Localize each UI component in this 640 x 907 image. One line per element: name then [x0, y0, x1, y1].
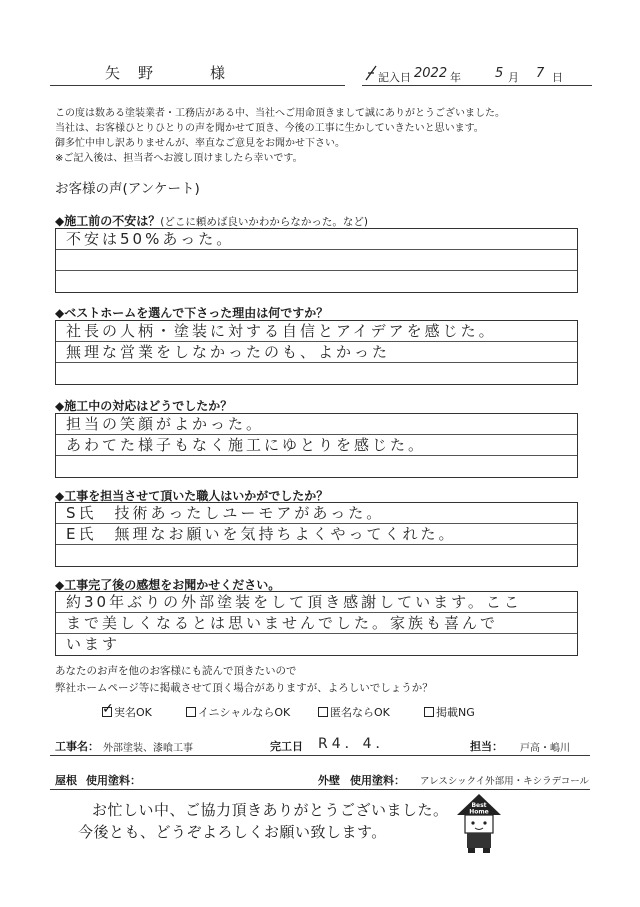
answer-line: います: [66, 635, 121, 653]
answer-line: 不安は50%あった。: [56, 229, 577, 250]
answer-line: 無理な営業をしなかったのも、よかった: [56, 342, 577, 363]
date-underline: [362, 85, 592, 86]
customer-name: 矢野: [105, 64, 172, 82]
question-label: ◆工事を担当させて頂いた職人はいかがでしたか？: [55, 489, 329, 503]
question-label: ◆施工前の不安は？: [55, 214, 161, 228]
staff-value: 戸高・嶋川: [520, 743, 570, 754]
answer-line-empty: [56, 545, 577, 566]
consent-option-anonymous[interactable]: [318, 704, 390, 720]
answer-box-4: [55, 502, 578, 567]
consent-option-real-name[interactable]: [102, 704, 152, 720]
consent-checkbox[interactable]: [102, 707, 112, 717]
date-year-unit: 年: [450, 71, 461, 84]
roof-usage-label: 使用塗料：: [86, 774, 141, 787]
intro-line: 当社は、お客様ひとりひとりの声を聞かせて頂き、今後の工事に生かしていきたいと思います。: [55, 123, 484, 134]
consent-option-no-publish[interactable]: [424, 704, 475, 720]
consent-option-label: 匿名ならOK: [330, 706, 390, 719]
answer-line-empty: [56, 456, 577, 477]
wall-usage-label: 使用塗料：: [350, 774, 405, 787]
answer-line-empty: [56, 250, 577, 271]
answer-line-empty: [56, 271, 577, 292]
answer-line: S氏 技術あったしユーモアがあった。: [56, 503, 577, 524]
intro-line: この度は数ある塗装業者・工務店がある中、当社へご用命頂きまして誠にありがとうございました。: [55, 108, 505, 119]
work-name-value: 外部塗装、漆喰工事: [103, 743, 193, 754]
consent-line: あなたのお声を他のお客様にも読んで頂きたいので: [55, 665, 297, 677]
logo-text-line-2: Home: [469, 808, 489, 816]
work-underline: [50, 755, 590, 756]
consent-option-label: 掲載NG: [436, 706, 475, 719]
answer-box-2: [55, 320, 578, 385]
consent-option-initials[interactable]: [186, 704, 290, 720]
answer-line: あわてた様子もなく施工にゆとりを感じた。: [56, 435, 577, 456]
logo-text-line-1: Best: [471, 802, 487, 809]
roof-label: 屋根: [55, 774, 77, 787]
consent-line: 弊社ホームページ等に掲載させて頂く場合がありますが、よろしいでしょうか？: [55, 682, 433, 694]
consent-option-label: 実名OK: [114, 706, 152, 719]
answer-box-1: [55, 228, 578, 293]
question-label: ◆工事完了後の感想をお聞かせください。: [55, 578, 281, 592]
answer-line-empty: [56, 363, 577, 384]
answer-box-5: [55, 591, 578, 656]
consent-option-label: イニシャルならOK: [198, 706, 291, 719]
question-3: [55, 395, 232, 414]
question-label: ◆ベストホームを選んで下さった理由は何ですか？: [55, 306, 329, 320]
answer-line: 担当の笑顔がよかった。: [56, 414, 577, 435]
intro-line: 御多忙中申し訳ありませんが、率直なご意見をお聞かせ下さい。: [55, 138, 345, 149]
answer-line: E氏 無理なお願いを気持ちよくやってくれた。: [56, 524, 577, 545]
consent-checkbox[interactable]: [318, 707, 328, 717]
best-home-logo-icon: [456, 793, 502, 855]
date-day-unit: 日: [552, 71, 563, 84]
date-year: 2022: [414, 66, 448, 81]
name-underline: [50, 85, 345, 86]
answer-line: 社長の人柄・塗装に対する自信とアイデアを感じた。: [56, 321, 577, 342]
consent-checkbox[interactable]: [424, 707, 434, 717]
wall-paint-value: アレスシックイ外部用・キシラデコール: [420, 776, 590, 787]
date-label: 記入日: [378, 71, 411, 84]
work-name-label: 工事名：: [55, 740, 99, 753]
date-month: 5: [495, 66, 504, 81]
section-title: お客様の声(アンケート): [55, 181, 200, 197]
handwritten-mark-icon: [364, 64, 378, 82]
closing-line-1: お忙しい中、ご協力頂きありがとうございました。: [92, 801, 449, 819]
answer-line: 約30年ぶりの外部塗装をして頂き感謝しています。ここ: [56, 592, 577, 613]
answer-line: まで美しくなるとは思いませんでした。家族も喜んで: [56, 613, 577, 634]
intro-line: ※ご記入後は、担当者へお渡し頂けましたら幸いです。: [55, 153, 303, 164]
completion-label: 完工日: [270, 740, 303, 753]
question-hint: (どこに頼めば良いかわからなかった。など): [160, 216, 368, 228]
customer-honorific: 様: [210, 64, 226, 82]
consent-checkbox[interactable]: [186, 707, 196, 717]
completion-value: R4．4．: [318, 736, 394, 752]
question-label: ◆施工中の対応はどうでしたか？: [55, 399, 233, 413]
question-2: [55, 302, 328, 321]
answer-box-3: [55, 413, 578, 478]
date-month-unit: 月: [508, 71, 519, 84]
paint-underline: [50, 789, 590, 790]
date-day: 7: [536, 66, 545, 81]
staff-label: 担当：: [470, 740, 503, 753]
question-1: [55, 210, 368, 229]
wall-label: 外壁: [318, 774, 340, 787]
intro-text: [55, 106, 505, 166]
closing-line-2: 今後とも、どうぞよろしくお願い致します。: [78, 823, 387, 841]
consent-text: [55, 663, 433, 697]
